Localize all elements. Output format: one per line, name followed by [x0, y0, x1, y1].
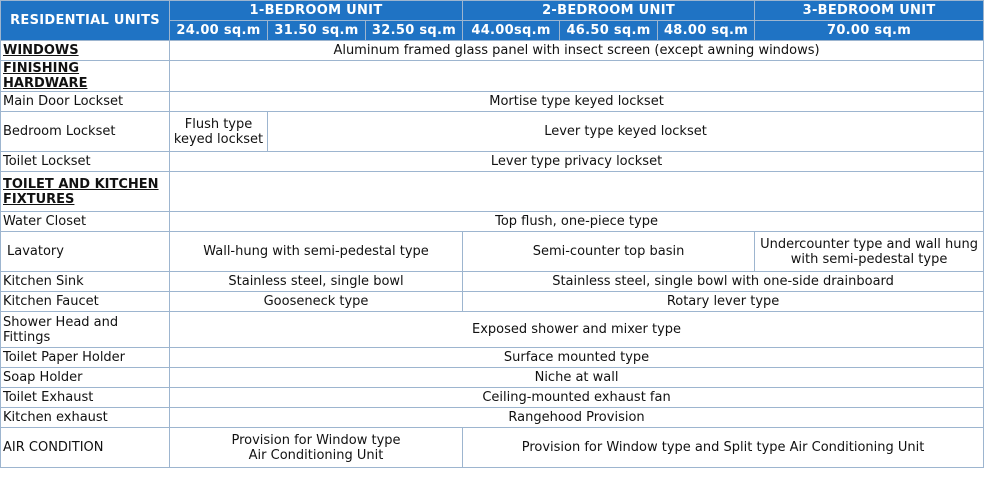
lavatory-1br: Wall-hung with semi-pedestal type [170, 232, 463, 272]
size-cell: 44.00sq.m [463, 21, 560, 41]
table-row [1, 348, 984, 368]
shower-spec: Exposed shower and mixer type [170, 312, 984, 348]
header-1-bedroom: 1-BEDROOM UNIT [170, 1, 463, 21]
kitchen-exhaust-spec: Rangehood Provision [170, 408, 984, 428]
row-label-paper-holder: Toilet Paper Holder [1, 348, 170, 368]
toilet-lockset-spec: Lever type privacy lockset [170, 152, 984, 172]
table-row [1, 388, 984, 408]
size-cell: 70.00 sq.m [755, 21, 984, 41]
table-row [1, 408, 984, 428]
aircon-1br: Provision for Window type Air Conditioning Unit [170, 428, 463, 468]
row-label-lavatory: Lavatory [1, 232, 170, 272]
size-cell: 46.50 sq.m [560, 21, 658, 41]
row-label-soap-holder: Soap Holder [1, 368, 170, 388]
size-cell: 24.00 sq.m [170, 21, 268, 41]
row-label-toilet-exhaust: Toilet Exhaust [1, 388, 170, 408]
aircon-rest: Provision for Window type and Split type Air Conditioning Unit [463, 428, 984, 468]
row-label-kitchen-sink: Kitchen Sink [1, 272, 170, 292]
table-row [1, 272, 984, 292]
table-row [1, 312, 984, 348]
table-row [1, 368, 984, 388]
size-cell: 31.50 sq.m [268, 21, 366, 41]
row-label-toilet-kitchen: TOILET AND KITCHEN FIXTURES [1, 172, 170, 212]
row-label-kitchen-exhaust: Kitchen exhaust [1, 408, 170, 428]
kitchen-faucet-1br: Gooseneck type [170, 292, 463, 312]
lavatory-3br: Undercounter type and wall hung with semi-pedestal type [755, 232, 984, 272]
table-row [1, 292, 984, 312]
table-row [1, 152, 984, 172]
size-cell: 32.50 sq.m [366, 21, 463, 41]
bedroom-lockset-1br: Flush type keyed lockset [170, 112, 268, 152]
row-label-shower: Shower Head and Fittings [1, 312, 170, 348]
table-row [1, 212, 984, 232]
row-label-kitchen-faucet: Kitchen Faucet [1, 292, 170, 312]
main-door-spec: Mortise type keyed lockset [170, 92, 984, 112]
row-label-air-condition: AIR CONDITION [1, 428, 170, 468]
table-row [1, 428, 984, 468]
row-label-bedroom-lockset: Bedroom Lockset [1, 112, 170, 152]
kitchen-faucet-rest: Rotary lever type [463, 292, 984, 312]
paper-holder-spec: Surface mounted type [170, 348, 984, 368]
bedroom-lockset-rest: Lever type keyed lockset [268, 112, 984, 152]
windows-spec: Aluminum framed glass panel with insect screen (except awning windows) [170, 41, 984, 61]
table-row [1, 41, 984, 61]
row-label-finishing-hardware: FINISHING HARDWARE [1, 61, 170, 92]
empty-cell [170, 172, 984, 212]
soap-holder-spec: Niche at wall [170, 368, 984, 388]
table-row [1, 232, 984, 272]
size-cell: 48.00 sq.m [658, 21, 755, 41]
water-closet-spec: Top flush, one-piece type [170, 212, 984, 232]
header-corner: RESIDENTIAL UNITS [1, 1, 170, 41]
table-row [1, 172, 984, 212]
empty-cell [170, 61, 984, 92]
lavatory-2br: Semi-counter top basin [463, 232, 755, 272]
row-label-toilet-lockset: Toilet Lockset [1, 152, 170, 172]
header-3-bedroom: 3-BEDROOM UNIT [755, 1, 984, 21]
table-row [1, 61, 984, 92]
kitchen-sink-rest: Stainless steel, single bowl with one-side drainboard [463, 272, 984, 292]
header-2-bedroom: 2-BEDROOM UNIT [463, 1, 755, 21]
table-row [1, 112, 984, 152]
row-label-windows: WINDOWS [1, 41, 170, 61]
row-label-water-closet: Water Closet [1, 212, 170, 232]
row-label-main-door: Main Door Lockset [1, 92, 170, 112]
kitchen-sink-1br: Stainless steel, single bowl [170, 272, 463, 292]
toilet-exhaust-spec: Ceiling-mounted exhaust fan [170, 388, 984, 408]
table-row [1, 92, 984, 112]
